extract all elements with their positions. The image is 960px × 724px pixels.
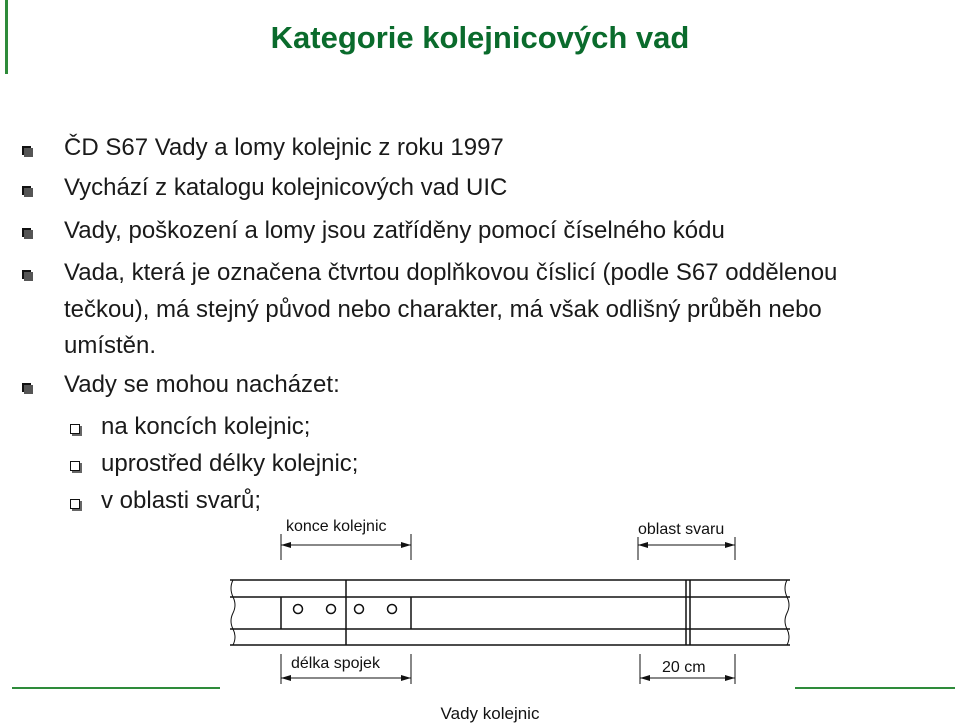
arrow-head xyxy=(281,542,291,548)
footer-line-right xyxy=(795,687,955,689)
footer-text: Vady kolejnic xyxy=(440,704,540,723)
arrow-head xyxy=(281,675,291,681)
bullet-item: Vada, která je označena čtvrtou doplňkovou číslicí (podle S67 oddělenou tečkou), má stejný původ nebo charakter, má však odlišný průběh nebo umístěn. xyxy=(64,259,838,359)
arrow-head xyxy=(640,675,650,681)
rail-body xyxy=(230,580,790,645)
label-konce-kolejnic: konce kolejnic xyxy=(286,518,387,535)
bullet-item: Vychází z katalogu kolejnicových vad UIC xyxy=(64,174,508,201)
label-oblast-svaru: oblast svaru xyxy=(638,521,725,538)
arrow-head xyxy=(638,542,648,548)
sub-bullet-item: v oblasti svarů; xyxy=(101,487,262,514)
bullet-item: Vady se mohou nacházet: xyxy=(64,371,340,398)
bullet-item: ČD S67 Vady a lomy kolejnic z roku 1997 xyxy=(64,134,504,161)
sub-bullet-item: uprostřed délky kolejnic; xyxy=(101,450,359,477)
bolt-hole xyxy=(388,605,397,614)
bullet-item: Vady, poškození a lomy jsou zatříděny pomocí číselného kódu xyxy=(64,217,725,244)
bolt-hole xyxy=(327,605,336,614)
arrow-head xyxy=(401,675,411,681)
footer-line-left xyxy=(12,687,220,689)
bolt-hole xyxy=(294,605,303,614)
label-delka-spojek: délka spojek xyxy=(291,655,380,672)
arrow-head xyxy=(725,542,735,548)
label-20-cm: 20 cm xyxy=(662,659,706,676)
arrow-head xyxy=(725,675,735,681)
sub-bullet-item: na koncích kolejnic; xyxy=(101,413,311,440)
arrow-head xyxy=(401,542,411,548)
slide-title: Kategorie kolejnicových vad xyxy=(270,20,690,55)
bolt-hole xyxy=(355,605,364,614)
